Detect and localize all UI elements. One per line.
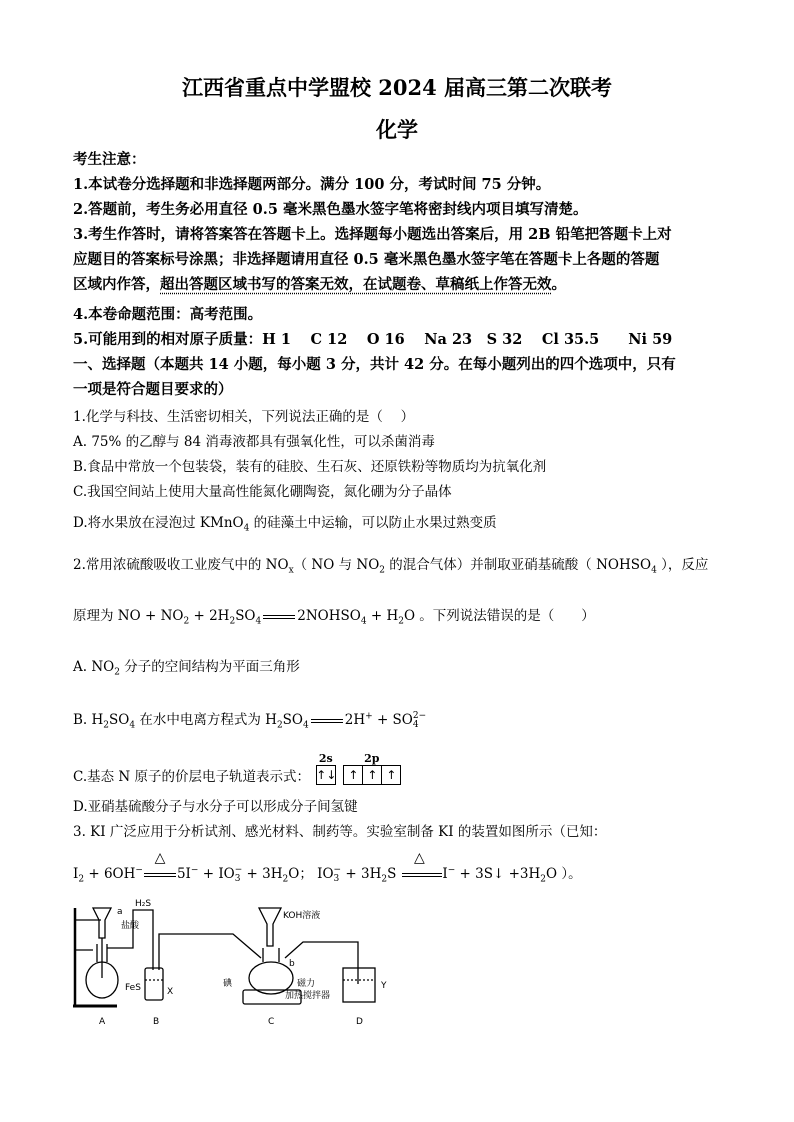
- section-heading-line2: 一项是符合题目要求的）: [73, 381, 233, 398]
- orbital-box: ↑: [381, 765, 401, 785]
- q2-b-rhs: 2H: [344, 712, 366, 728]
- equals-sign: [263, 615, 295, 619]
- q2-sub: 4: [255, 616, 262, 627]
- q1-option-c: C.我国空间站上使用大量高性能氮化硼陶瓷，氮化硼为分子晶体: [73, 484, 452, 500]
- q3-equations: $I_2 + 6OH^-$ △ 5I− + IO − 3 + $3H_2O$； IO − 3 + $3H_2S$ △ I− + 3S↓ $+3H_2O$ ）。: [73, 850, 582, 885]
- orbital-2s-label: 2s: [318, 752, 333, 765]
- q2-s2-mid: + 2H: [189, 608, 230, 624]
- q2-b-pre: B. H: [73, 712, 104, 728]
- label-iodine: 碘: [223, 979, 233, 989]
- q2-stem-line2: [73, 604, 595, 627]
- q2-b-mid2: SO: [282, 712, 303, 728]
- orbital-2p-label: 2p: [364, 752, 380, 765]
- q1-d-pre: D.将水果放在浸泡过 KMnO: [73, 515, 244, 531]
- q2-s1b: （ NO 与 NO: [293, 557, 380, 573]
- q2-option-a: [73, 655, 300, 678]
- q2-sub: 2: [398, 616, 404, 627]
- eq1-oh: + 6OH: [84, 866, 136, 882]
- sulfate-charge: 2− 4: [412, 710, 427, 730]
- q2-option-c: [73, 752, 400, 785]
- heat-arrow: [402, 850, 436, 882]
- eq2-end: O ）。: [545, 866, 582, 882]
- q2-b-mid: SO: [109, 712, 130, 728]
- q2-s2-h2o: + H: [366, 608, 399, 624]
- q2-s1: 2.常用浓硫酸吸收工业废气中的 NO: [73, 557, 289, 573]
- q1-d-sub: 4: [243, 523, 250, 534]
- q1-option-d: [73, 511, 497, 534]
- orbital-box: ↑: [362, 765, 382, 785]
- orbital-2s: [316, 752, 335, 785]
- eq2-io3: IO: [317, 866, 334, 882]
- q2-sub: 2: [103, 720, 110, 731]
- label-b: b: [289, 959, 295, 969]
- heat-icon: △: [413, 850, 425, 866]
- q2-b-text: 在水中电离方程式为 H: [135, 712, 277, 728]
- equals-sign: [311, 719, 343, 723]
- notice-item-3-text-a: 区域内作答，: [73, 276, 160, 293]
- notice-item-3-line2: 应题目的答案标号涂黑；非选择题请用直径 0.5 毫米黑色墨水签字笔在答题卡上各题的答题: [73, 251, 660, 268]
- q2-sub: 4: [360, 616, 367, 627]
- orbital-box: ↑: [343, 765, 363, 785]
- subject-title: 化学: [376, 117, 418, 142]
- q2-s2-o: O 。下列说法错误的是（ ）: [403, 608, 595, 624]
- label-koh: KOH溶液: [283, 911, 321, 921]
- q2-b-plus: + SO: [372, 712, 413, 728]
- q2-a-post: 分子的空间结构为平面三角形: [119, 659, 300, 675]
- orbital-diagram: [316, 752, 400, 785]
- label-A: A: [99, 1017, 106, 1027]
- notice-item-5: 5.可能用到的相对原子质量：H 1 C 12 O 16 Na 23 S 32 Cl 35.5 Ni 59: [73, 331, 673, 348]
- label-hcl: 盐酸: [121, 921, 140, 931]
- exam-title: 江西省重点中学盟校 2024 届高三第二次联考: [181, 75, 613, 100]
- orbital-2p: [343, 752, 400, 785]
- q2-a-pre: A. NO: [73, 659, 115, 675]
- label-B: B: [153, 1017, 160, 1027]
- q2-s2-so4: SO: [235, 608, 256, 624]
- q2-s2-rhs: 2NOHSO: [297, 608, 361, 624]
- q2-stem-line1: [73, 553, 708, 576]
- label-a: a: [117, 907, 123, 917]
- eq1-i: I: [73, 866, 79, 882]
- notice-item-2: 2.答题前，考生务必用直径 0.5 毫米黑色墨水签字笔将密封线内项目填写清楚。: [73, 201, 588, 218]
- q2-s1c-sub: 4: [651, 565, 657, 576]
- q2-s2-pre: 原理为 NO + NO: [73, 608, 184, 624]
- notice-item-3-line1: 3.考生作答时，请将答案答在答题卡上。选择题每小题选出答案后，用 2B 铅笔把答题卡上对: [73, 226, 672, 243]
- heat-icon: △: [154, 850, 166, 866]
- q2-option-d: D.亚硝基硫酸分子与水分子可以形成分子间氢键: [73, 799, 358, 815]
- label-stirrer-1: 磁力: [297, 979, 316, 989]
- eq2-i: I: [442, 866, 448, 882]
- q2-sub: 2: [114, 667, 120, 678]
- q2-s1d: ），反应: [656, 557, 709, 573]
- orbital-box: ↑↓: [316, 765, 336, 785]
- label-y: Y: [381, 981, 387, 991]
- label-x: X: [167, 987, 174, 997]
- q2-s1b-sub: 2: [379, 565, 386, 576]
- eq2-s: S: [387, 866, 397, 882]
- label-stirrer-2: 加热搅拌器: [285, 991, 331, 1001]
- heat-arrow: [143, 850, 177, 882]
- apparatus-diagram: [73, 898, 413, 1030]
- label-C: C: [268, 1017, 275, 1027]
- q2-sub: 2: [183, 616, 190, 627]
- notice-item-4: 4.本卷命题范围：高考范围。: [73, 306, 263, 323]
- eq1-rhs: 5I: [176, 866, 191, 882]
- q1-option-a: A. 75% 的乙醇与 84 消毒液都具有强氧化性，可以杀菌消毒: [73, 434, 435, 450]
- eq1-end: O；: [288, 866, 313, 882]
- eq1-io3: + IO: [198, 866, 235, 882]
- label-D: D: [356, 1017, 363, 1027]
- section-heading-line1: 一、选择题（本题共 14 小题，每小题 3 分，共计 42 分。在每小题列出的四个选项中，只有: [73, 356, 676, 373]
- notice-item-3-text-c: 。: [551, 276, 566, 293]
- q2-sub: 4: [303, 720, 309, 731]
- q2-s1-sub: x: [288, 565, 294, 576]
- eq1-h2o: + 3H: [242, 866, 283, 882]
- q1-option-b: B.食品中常放一个包装袋，装有的硅胶、生石灰、还原铁粉等物质均为抗氧化剂: [73, 459, 547, 475]
- q2-c-text: C.基态 N 原子的价层电子轨道表示式：: [73, 769, 311, 785]
- q3-stem: 3. KI 广泛应用于分析试剂、感光材料、制药等。实验室制备 KI 的装置如图所示（已知：: [73, 824, 607, 840]
- q2-s1c: 的混合气体）并制取亚硝基硫酸（ NOHSO: [385, 557, 652, 573]
- q2-sub: 2: [276, 720, 283, 731]
- notice-item-3-emphasis: 超出答题区域书写的答案无效，在试题卷、草稿纸上作答无效: [160, 276, 552, 293]
- q2-sub: 4: [129, 720, 136, 731]
- q2-sup: +: [365, 711, 373, 722]
- eq2-h2s: + 3H: [341, 866, 382, 882]
- q1-stem: 1.化学与科技、生活密切相关，下列说法正确的是（ ）: [73, 409, 415, 425]
- notice-item-1: 1.本试卷分选择题和非选择题两部分。满分 100 分，考试时间 75 分钟。: [73, 176, 551, 193]
- q2-option-b: [73, 708, 426, 731]
- notice-heading: 考生注意：: [73, 151, 146, 168]
- q2-sub: 2: [229, 616, 236, 627]
- q1-d-post: 的硅藻土中运输，可以防止水果过熟变质: [249, 515, 497, 531]
- eq2-rhs: + 3S↓ +3H: [455, 866, 541, 882]
- label-fes: FeS: [125, 983, 141, 993]
- label-h2s: H₂S: [135, 899, 152, 909]
- notice-item-3-line3: [73, 273, 566, 294]
